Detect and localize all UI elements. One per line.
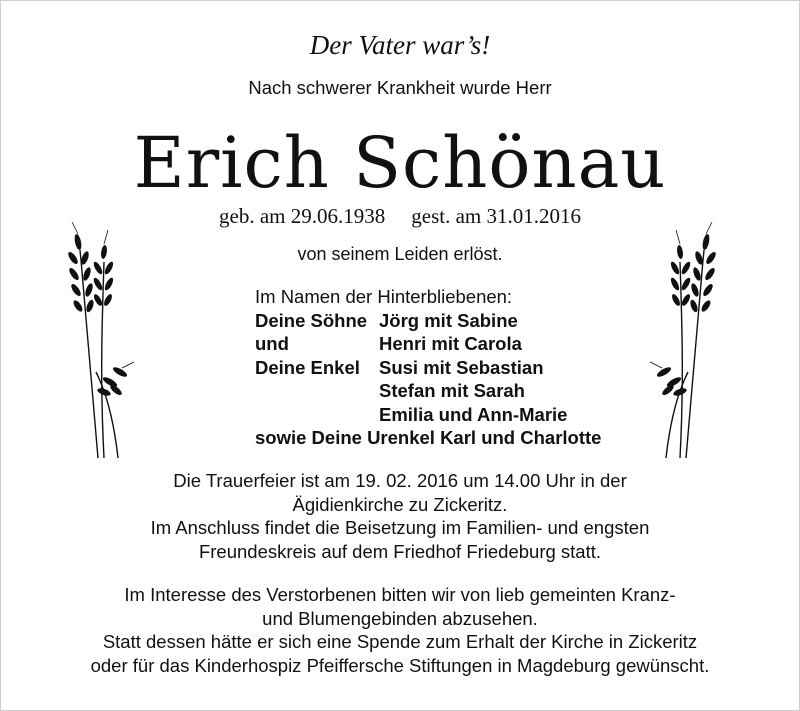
- mourner-label: Deine Söhne: [255, 309, 368, 331]
- donation-line: und Blumengebinden abzusehen.: [262, 607, 538, 629]
- mourners-heading: Im Namen der Hinterbliebenen:: [255, 286, 513, 307]
- mourner-names: Stefan mit Sarah: [379, 380, 525, 401]
- wheat-ears-icon: [58, 222, 136, 462]
- donation-line: oder für das Kinderhospiz Pfeiffersche Stiftungen in Magdeburg gewünscht.: [90, 654, 710, 676]
- mourner-row: [255, 403, 601, 427]
- mourner-names: Jörg mit Sabine: [379, 309, 518, 331]
- deceased-name: Erich Schönau: [133, 122, 667, 204]
- mourner-names: Emilia und Ann-Marie: [379, 403, 568, 425]
- service-line: Die Trauerfeier ist am 19. 02. 2016 um 14.00 Uhr in der: [173, 470, 627, 491]
- donation-line: Statt dessen hätte er sich eine Spende zum Erhalt der Kirche in Zickeritz: [102, 631, 698, 652]
- mourner-row: [255, 332, 601, 356]
- service-line: Ägidienkirche zu Zickeritz.: [292, 493, 508, 515]
- mourner-row: [255, 309, 601, 333]
- mourner-row: [255, 379, 601, 403]
- donation-request-text: [0, 583, 800, 677]
- mourner-names: Susi mit Sebastian: [379, 356, 544, 378]
- intro-line: Nach schwerer Krankheit wurde Herr: [248, 77, 552, 98]
- funeral-service-text: [0, 469, 800, 563]
- mourner-names: Henri mit Carola: [379, 333, 522, 354]
- mourner-label: Deine Enkel: [255, 356, 360, 378]
- service-line: Freundeskreis auf dem Friedhof Friedeburg statt.: [198, 540, 602, 562]
- mourner-label: und: [255, 333, 289, 354]
- mourners-block: [255, 285, 601, 450]
- birth-date: geb. am 29.06.1938: [219, 204, 386, 228]
- wheat-ears-icon: [648, 222, 726, 462]
- death-date: gest. am 31.01.2016: [411, 204, 581, 228]
- mourner-row: [255, 356, 601, 380]
- motto: Der Vater war’s!: [309, 30, 491, 60]
- service-line: Im Anschluss findet die Beisetzung im Familien- und engsten: [150, 517, 650, 538]
- relief-line: von seinem Leiden erlöst.: [297, 244, 503, 264]
- donation-line: Im Interesse des Verstorbenen bitten wir von lieb gemeinten Kranz-: [124, 584, 676, 605]
- great-grandchildren-line: sowie Deine Urenkel Karl und Charlotte: [255, 427, 602, 448]
